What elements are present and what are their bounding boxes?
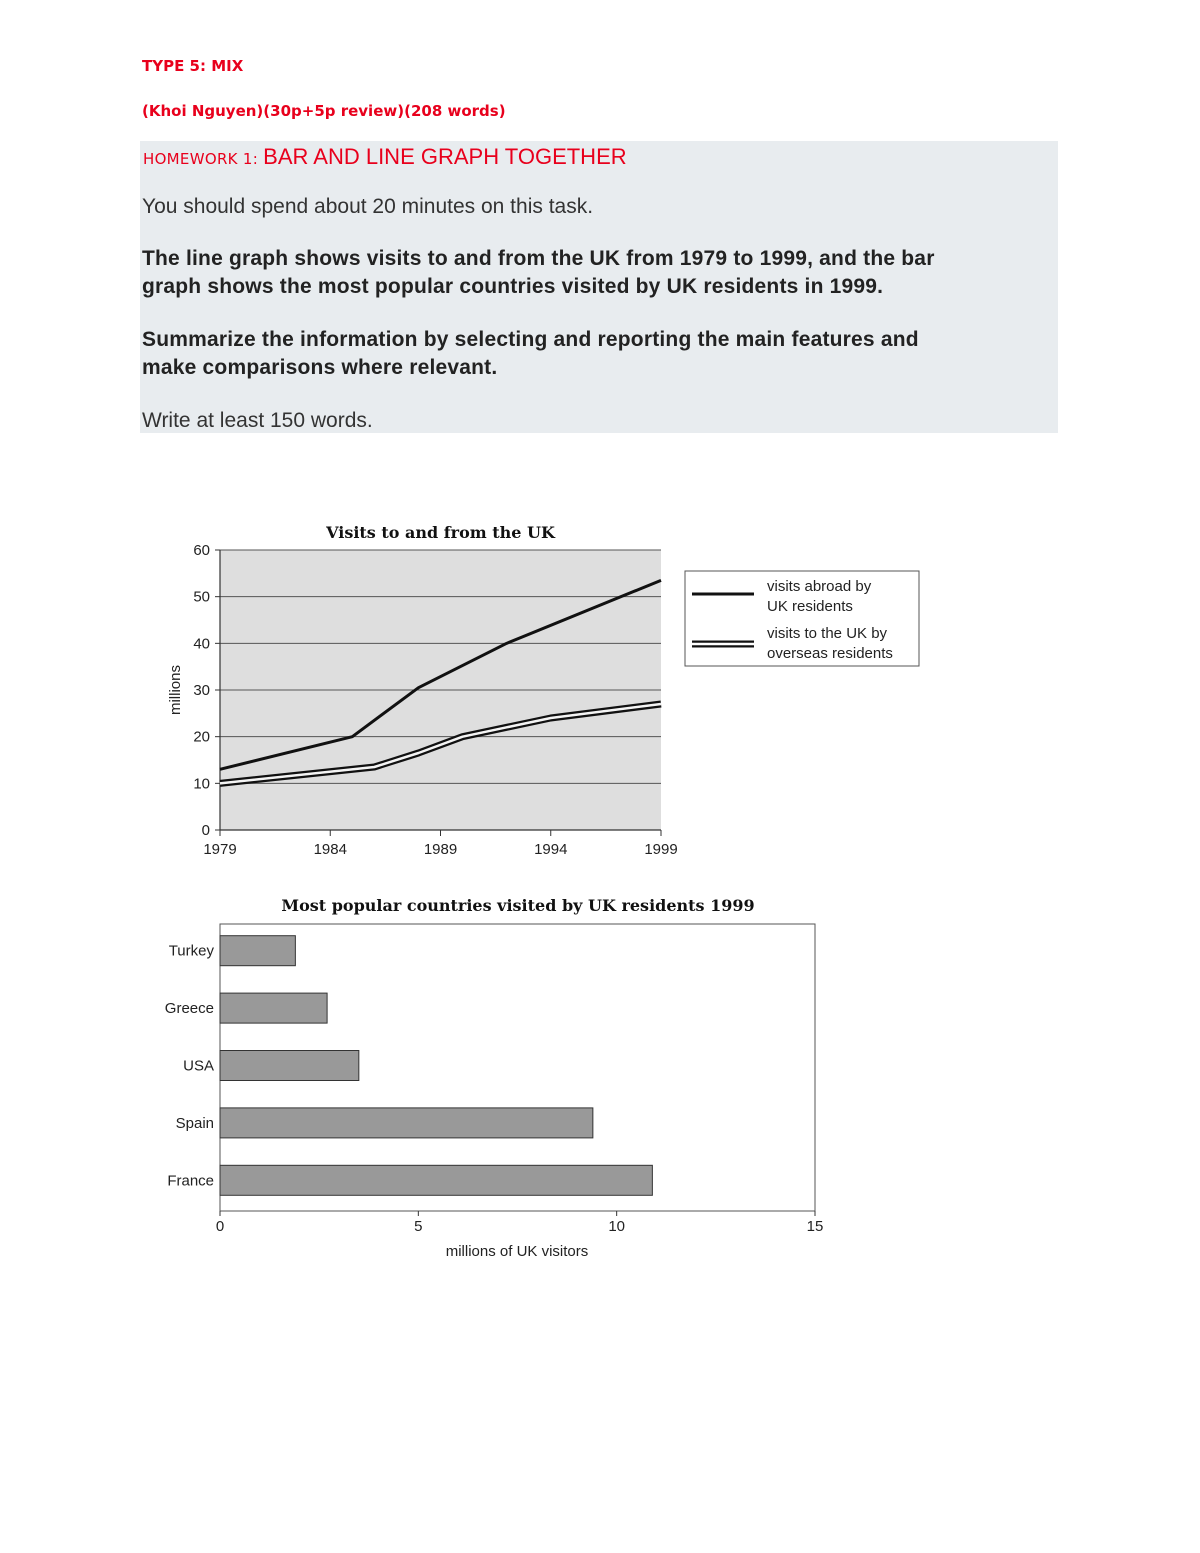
line-chart-y-tick-label: 30 xyxy=(193,682,210,699)
bar-chart-x-tick-label: 15 xyxy=(806,1218,824,1235)
prompt-line-2: graph shows the most popular countries visited by UK residents in 1999. xyxy=(142,275,884,298)
legend-label: UK residents xyxy=(767,598,853,615)
line-chart-x-tick-label: 1984 xyxy=(313,841,347,858)
bar-spain xyxy=(220,1108,593,1138)
line-chart-x-tick-label: 1994 xyxy=(534,841,568,858)
bar-category-label: USA xyxy=(183,1057,214,1075)
line-chart-title: Visits to and from the UK xyxy=(326,523,555,542)
line-chart-y-tick-label: 20 xyxy=(193,728,210,746)
line-chart-y-tick-label: 10 xyxy=(193,775,210,793)
bar-france xyxy=(220,1165,652,1195)
line-chart-y-tick-label: 0 xyxy=(201,822,210,839)
line-chart-y-tick-label: 40 xyxy=(193,635,210,653)
bar-category-label: Turkey xyxy=(168,942,214,960)
legend-label: visits abroad by xyxy=(767,578,872,595)
line-chart-y-axis-label: millions xyxy=(167,664,184,716)
bar-greece xyxy=(220,993,327,1023)
line-chart-x-tick-label: 1989 xyxy=(423,841,458,858)
line-chart-y-tick-label: 50 xyxy=(193,588,210,606)
summary-line-1: Summarize the information by selecting and reporting the main features and xyxy=(142,328,919,351)
bar-category-label: France xyxy=(167,1172,214,1190)
line-chart-y-tick-label: 60 xyxy=(193,542,210,559)
line-chart-x-tick-label: 1979 xyxy=(203,841,237,858)
prompt-line-1: The line graph shows visits to and from the UK from 1979 to 1999, and the bar xyxy=(142,247,935,270)
bar-category-label: Spain xyxy=(175,1114,214,1132)
bar-chart-title: Most popular countries visited by UK residents 1999 xyxy=(281,896,755,915)
author-line: (Khoi Nguyen)(30p+5p review)(208 words) xyxy=(142,102,506,120)
homework-prefix: HOMEWORK 1: xyxy=(143,150,264,168)
bar-chart-x-tick-label: 10 xyxy=(608,1218,626,1235)
bar-usa xyxy=(220,1051,359,1081)
bar-chart-x-tick-label: 0 xyxy=(215,1218,225,1235)
legend-label: visits to the UK by xyxy=(767,625,888,642)
homework-title: BAR AND LINE GRAPH TOGETHER xyxy=(263,144,627,169)
bar-category-label: Greece xyxy=(164,1000,214,1018)
legend-label: overseas residents xyxy=(767,645,893,662)
summary-line-2: make comparisons where relevant. xyxy=(142,356,498,379)
time-instruction: You should spend about 20 minutes on this task. xyxy=(142,195,594,218)
line-chart-x-tick-label: 1999 xyxy=(644,841,678,858)
bar-chart-x-axis-label: millions of UK visitors xyxy=(445,1243,589,1260)
bar-chart-x-tick-label: 5 xyxy=(414,1218,423,1235)
bar-turkey xyxy=(220,936,295,966)
word-count-instruction: Write at least 150 words. xyxy=(142,409,373,432)
type-heading: TYPE 5: MIX xyxy=(142,57,244,75)
